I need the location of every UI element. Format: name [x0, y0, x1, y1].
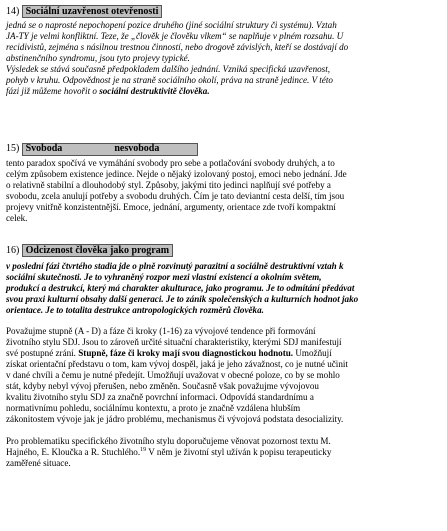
text-line: produkcí a destrukcí, který má charakter akulturace, jako programu. Je to odmítání předávat [6, 283, 355, 293]
emphasis-text: sociální destruktivitě člověka. [99, 86, 210, 96]
footnote-marker: 19 [140, 446, 147, 453]
text-line: v poslední fázi čtvrtého stadia jde o plně rozvinutý parazitní a sociálně destruktivní vztah k [6, 261, 344, 271]
text-span: fázi již můžeme hovořit o [6, 86, 100, 96]
text-line: projevy vnitřně konzistentnější. Emoce, jednání, argumenty, orientace zde tvoří kompaktní [6, 202, 336, 212]
section-14-heading [6, 6, 162, 18]
text-line: o relativně stabilní a dlouhodobý styl. Způsoby, jakými tito jedinci naplňují své potřeby a [6, 180, 331, 190]
text-line [6, 447, 331, 458]
section-number: 16) [6, 245, 20, 256]
text-line: orientace. Je to totalita destrukce antropologických rozměrů člověka. [6, 305, 264, 315]
section-16-heading [6, 245, 173, 257]
text-line: svou praxi kulturní obsahy další generaci. Je to zánik společenských a kulturních hodnot jako [6, 294, 359, 304]
text-line: stát, kdyby nebyl vývoj přerušen, nebo změněn. Současně však považujme vývojovou [6, 381, 319, 391]
text-span: své postupné zrání. [6, 348, 79, 358]
emphasis-text: Stupně, fáze či kroky mají svou diagnostickou hodnotu. [78, 348, 294, 358]
text-line: abstinenčního syndromu, jsou tyto projevy typické. [6, 53, 190, 63]
section-title: Odcizenost člověka jako program [22, 244, 173, 257]
text-line: pohyb v kruhu. Odpovědnost je na straně sociálního okolí, práva na straně jedince. V této [6, 75, 333, 85]
section-title-part: nesvoboda [114, 143, 160, 154]
text-line: zákonitostem vývoje jak je jádro problému, mechanismus či vývojová podstata desocializity. [6, 414, 344, 424]
text-line [6, 86, 210, 97]
text-line: celým způsobem existence jedince. Nejde o nějaký izolovaný postoj, emoci nebo jednání. Jde [6, 169, 347, 179]
section-title [22, 143, 198, 156]
text-line: tento paradox spočívá ve vymáhání svobody pro sebe a potlačování svobody druhých, a to [6, 158, 335, 168]
text-line: životního stylu SDJ. Jsou to zároveň určité situační charakteristiky, kterými SDJ manifestují [6, 337, 342, 347]
text-line: Pro problematiku specifického životního stylu doporučujeme věnovat pozornost textu M. [6, 436, 331, 446]
text-line: svobodu, zcela anulují potřeby a svobodu druhých. Čím je tato deviantní cesta delší, tím jsou [6, 191, 345, 201]
text-line: JA-TY je velmi konfliktní. Teze, že „člověk je člověku vlkem“ se naplňuje v plném rozsahu. U [6, 31, 344, 41]
text-line: sociální skutečnosti. Je to vyhraněný rozpor mezi vlastní existencí a okolním světem, [6, 272, 322, 282]
text-line: v dané chvíli a čemu je nutné předejít. Umožňují uvažovat v obecné poloze, co by se mohlo [6, 370, 340, 380]
text-line: zaměřené situace. [6, 458, 71, 468]
section-title: Sociální uzavřenost otevřenosti [22, 5, 163, 18]
text-line: celek. [6, 213, 28, 223]
text-span: V něm je životní styl užíván k popisu terapeuticky [146, 447, 332, 457]
text-line: kvalitu životního stylu SDJ za značně povrchní informaci. Odpovídá standardnímu a [6, 392, 314, 402]
text-line [6, 348, 332, 359]
text-span: Hajného, E. Kloučka a R. Stuchlého. [6, 447, 141, 457]
text-line: Považujme stupně (A - D) a fáze či kroky (1-16) za vývojové tendence při formování [6, 326, 316, 336]
section-number: 15) [6, 143, 20, 154]
text-span: Umožňují [293, 348, 332, 358]
section-title-part: Svoboda [25, 143, 63, 154]
text-line: jedná se o naprosté nepochopení pozice druhého (jiné sociální struktury či systému). Vztah [6, 20, 337, 30]
section-15-heading [6, 143, 198, 156]
text-line: získat orientační představu o tom, kam vývoj dospěl, jaká je jeho závažnost, co je nutné učinit [6, 359, 348, 369]
text-line: Výsledek se stává současně předpokladem dalšího jednání. Vzniká specifická uzavřenost, [6, 64, 331, 74]
text-line: recidivistů, zejména s násilnou trestnou činností, nebo drogově závislých, kteří se dostávají do [6, 42, 349, 52]
text-line: normativnímu pohledu, sociálnímu kontextu, a proto je značně vzdálena hlubším [6, 403, 301, 413]
section-number: 14) [6, 6, 20, 17]
